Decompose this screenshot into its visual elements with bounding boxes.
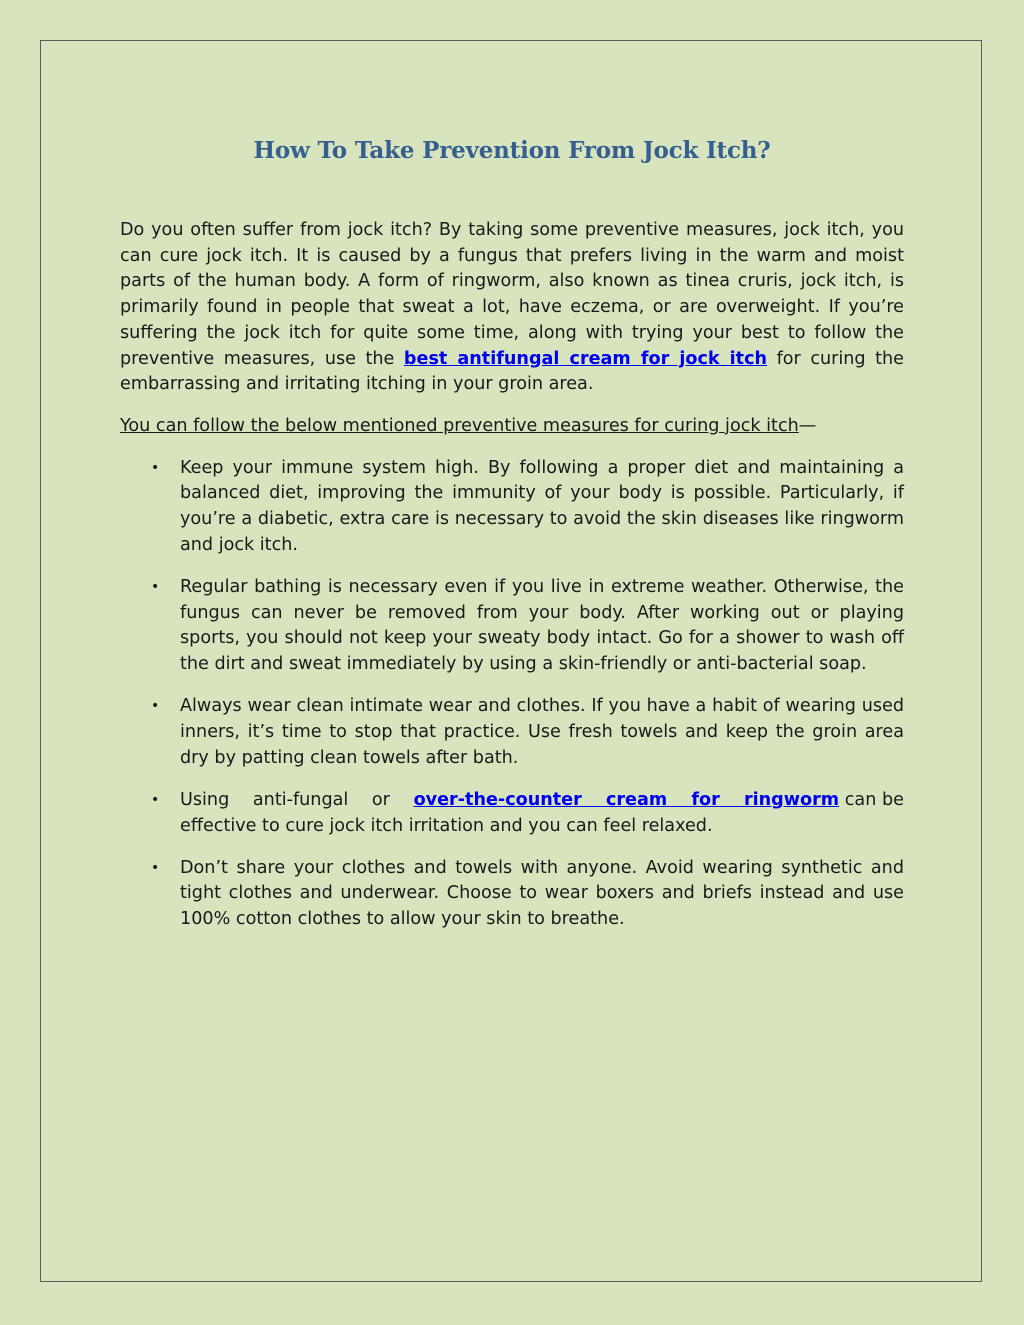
list-item-text-before-link: Using anti-fungal or	[180, 789, 414, 810]
intro-text-after-link: for curing the embarrassing and irritating itching in your groin area.	[120, 348, 904, 395]
bullet-icon: •	[151, 859, 160, 876]
document-title: How To Take Prevention From Jock Itch?	[253, 137, 771, 164]
lead-suffix: —	[798, 415, 817, 436]
list-item-text-after-link: can be effective to cure jock itch irritation and you can feel relaxed.	[180, 789, 904, 836]
best-antifungal-cream-link[interactable]: best antifungal cream for jock itch	[403, 348, 768, 369]
lead-underlined-text: You can follow the below mentioned preventive measures for curing jock itch	[120, 415, 799, 436]
list-item-text: Regular bathing is necessary even if you live in extreme weather. Otherwise, the fungus can never be removed from your body. After working out or playing sports, you should not keep your sweaty body intact. Go for a shower to wash off the dirt and sweat immediately by using a skin-friendly or anti-bacterial soap.	[180, 576, 904, 675]
intro-paragraph	[120, 218, 904, 398]
lead-line	[120, 414, 904, 440]
list-item-text: Always wear clean intimate wear and clothes. If you have a habit of wearing used inners, it’s time to stop that practice. Use fresh towels and keep the groin area dry by patting clean towels after bath.	[180, 696, 904, 768]
bullet-icon: •	[151, 791, 160, 808]
list-item	[120, 575, 904, 678]
intro-text-before-link: Do you often suffer from jock itch? By taking some preventive measures, jock itch, you can cure jock itch. It is caused by a fungus that prefers living in the warm and moist parts of the human body. A form of ringworm, also known as tinea cruris, jock itch, is primarily found in people that sweat a lot, have eczema, or are overweight. If you’re suffering the jock itch for quite some time, along with trying your best to follow the preventive measures, use the	[120, 220, 904, 369]
list-item	[120, 788, 904, 839]
list-item	[120, 456, 904, 559]
bullet-icon: •	[151, 578, 160, 595]
list-item-text: Don’t share your clothes and towels with anyone. Avoid wearing synthetic and tight clothes and underwear. Choose to wear boxers and briefs instead and use 100% cotton clothes to allow your skin to breathe.	[180, 857, 904, 930]
over-the-counter-cream-link[interactable]: over-the-counter cream for ringworm	[413, 789, 840, 810]
bullet-icon: •	[151, 698, 160, 715]
list-item	[120, 856, 904, 933]
list-item-text: Keep your immune system high. By following a proper diet and maintaining a balanced diet, improving the immunity of your body is possible. Particularly, if you’re a diabetic, extra care is necessary to avoid the skin diseases like ringworm and jock itch.	[180, 457, 904, 555]
bullet-icon: •	[151, 459, 160, 476]
document-body	[120, 218, 904, 949]
prevention-list	[120, 456, 904, 933]
list-item	[120, 694, 904, 771]
